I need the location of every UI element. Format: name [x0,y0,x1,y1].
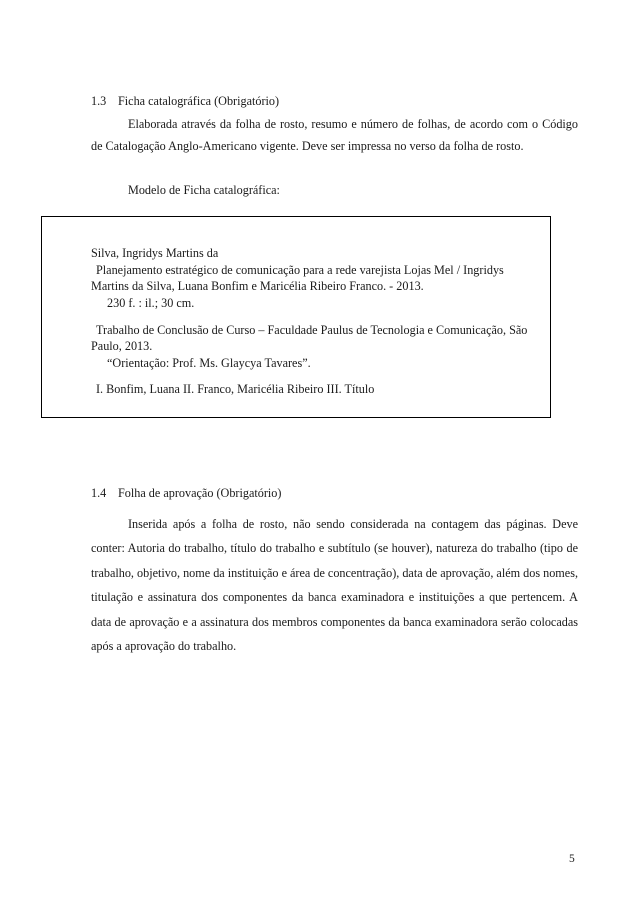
section-1-3-heading [91,93,279,109]
card-note-line-2: Paulo, 2013. [91,339,153,353]
card-physical-description: 230 f. : il.; 30 cm. [107,296,195,310]
card-title-line-1: Planejamento estratégico de comunicação para a rede varejista Lojas Mel / Ingridys [96,263,504,277]
card-note-line-1: Trabalho de Conclusão de Curso – Faculdade Paulus de Tecnologia e Comunicação, São [96,323,528,337]
section-1-4-title: Folha de aprovação (Obrigatório) [118,486,282,500]
section-1-4-number: 1.4 [91,486,107,500]
card-advisor: “Orientação: Prof. Ms. Glaycya Tavares”. [107,356,311,370]
section-1-3-number: 1.3 [91,94,107,108]
section-1-4-heading [91,485,281,501]
catalog-model-label: Modelo de Ficha catalográfica: [128,183,280,197]
section-1-3-paragraph: Elaborada através da folha de rosto, resumo e número de folhas, de acordo com o Código de Catalogação Anglo-Americano vigente. Deve ser impressa no verso da folha de rosto. [91,117,578,153]
card-title-line-2: Martins da Silva, Luana Bonfim e Maricélia Ribeiro Franco. - 2013. [91,279,424,293]
card-author: Silva, Ingridys Martins da [91,246,219,260]
card-added-entries: I. Bonfim, Luana II. Franco, Maricélia Ribeiro III. Título [96,382,375,396]
section-1-3-title: Ficha catalográfica (Obrigatório) [118,94,280,108]
section-1-4-paragraph: Inserida após a folha de rosto, não sendo considerada na contagem das páginas. Deve conter: Autoria do trabalho, título do trabalho e subtítulo (se houver), natureza do trabalho (tipo de trabalho, objetivo, nome da instituição e área de concentração), data de aprovação, além dos nomes, titulação e assinatura dos componentes da banca examinadora e instituições a que pertencem. A data de aprovação e a assinatura dos membros componentes da banca examinadora serão colocadas após a aprovação do trabalho. [91,517,578,654]
page-number: 5 [569,853,575,865]
